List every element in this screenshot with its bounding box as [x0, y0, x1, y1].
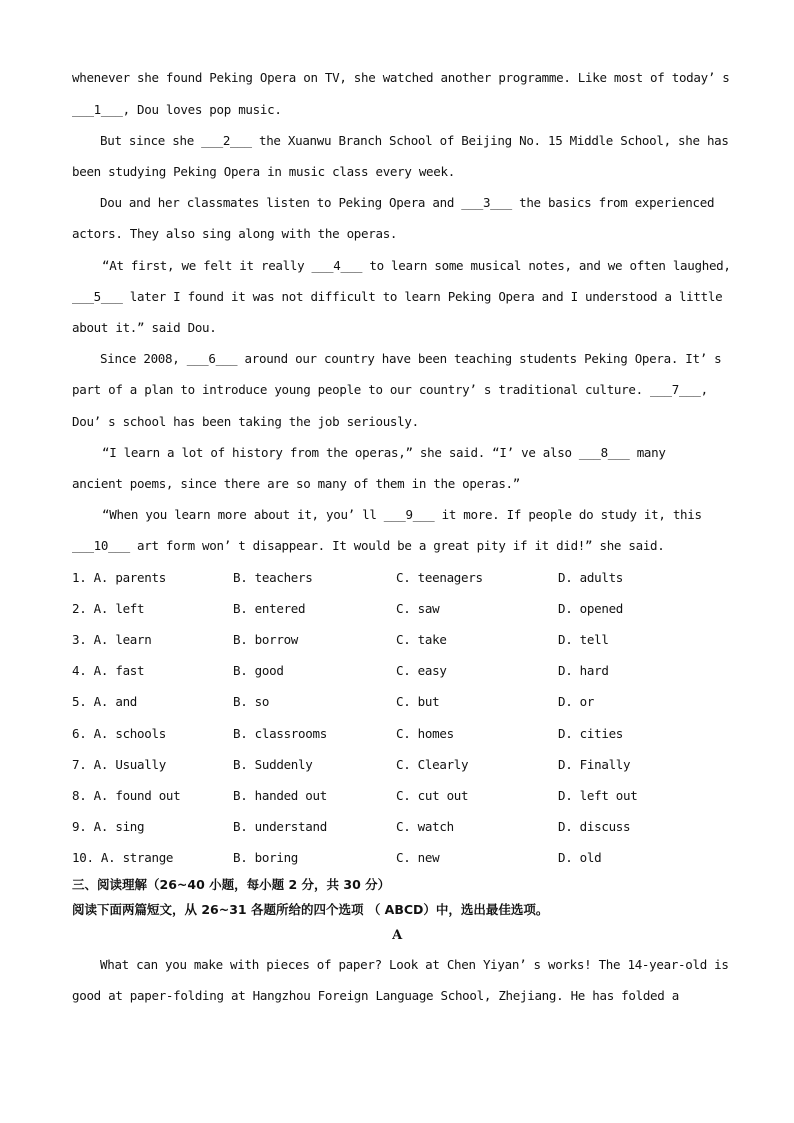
passage-line: “I learn a lot of history from the operas,” she said. “I’ ve also ___8___ many — [102, 445, 666, 460]
option-b: B. boring — [233, 850, 299, 865]
passage-line: ___10___ art form won’ t disappear. It would be a great pity if it did!” she said. — [72, 538, 665, 553]
passage-line: Dou and her classmates listen to Peking Opera and ___3___ the basics from experienced — [100, 195, 715, 210]
option-c: C. teenagers — [396, 570, 483, 585]
option-a: 4. A. fast — [72, 663, 145, 678]
option-b: B. entered — [233, 601, 306, 616]
section-instruction: 阅读下面两篇短文，从 26~31 各题所给的四个选项 （ ABCD）中，选出最佳选项。 — [72, 902, 549, 917]
passage-line: But since she ___2___ the Xuanwu Branch School of Beijing No. 15 Middle School, she has — [100, 133, 729, 148]
option-b: B. Suddenly — [233, 757, 313, 772]
option-a: 3. A. learn — [72, 632, 152, 647]
passage-line: ___1___, Dou loves pop music. — [72, 102, 282, 117]
option-b: B. so — [233, 694, 270, 709]
option-b: B. handed out — [233, 788, 327, 803]
option-d: D. tell — [558, 632, 609, 647]
option-a: 1. A. parents — [72, 570, 166, 585]
option-a: 7. A. Usually — [72, 757, 166, 772]
option-a: 6. A. schools — [72, 726, 166, 741]
option-b: B. understand — [233, 819, 327, 834]
option-c: C. but — [396, 694, 440, 709]
option-c: C. watch — [396, 819, 454, 834]
option-b: B. borrow — [233, 632, 299, 647]
passage-line: Dou’ s school has been taking the job seriously. — [72, 414, 419, 429]
option-a: 10. A. strange — [72, 850, 174, 865]
option-d: D. Finally — [558, 757, 631, 772]
option-c: C. homes — [396, 726, 454, 741]
option-d: D. old — [558, 850, 602, 865]
option-d: D. left out — [558, 788, 638, 803]
section-heading: 三、阅读理解（26~40 小题，每小题 2 分，共 30 分） — [72, 877, 391, 892]
option-c: C. new — [396, 850, 440, 865]
passage-label: A — [392, 928, 402, 943]
passage-line: actors. They also sing along with the operas. — [72, 226, 398, 241]
passage-line: whenever she found Peking Opera on TV, she watched another programme. Like most of today’ s — [72, 70, 730, 85]
passage-line: about it.” said Dou. — [72, 320, 217, 335]
option-a: 5. A. and — [72, 694, 138, 709]
option-d: D. cities — [558, 726, 624, 741]
option-a: 8. A. found out — [72, 788, 181, 803]
option-a: 9. A. sing — [72, 819, 145, 834]
passage-line: been studying Peking Opera in music class every week. — [72, 164, 455, 179]
option-c: C. cut out — [396, 788, 469, 803]
option-d: D. or — [558, 694, 595, 709]
option-b: B. good — [233, 663, 284, 678]
passage-line: ___5___ later I found it was not difficult to learn Peking Opera and I understood a little — [72, 289, 723, 304]
option-c: C. Clearly — [396, 757, 469, 772]
passage-line: ancient poems, since there are so many of them in the operas.” — [72, 476, 520, 491]
passage-line: part of a plan to introduce young people to our country’ s traditional culture. ___7___, — [72, 382, 708, 397]
reading-line: What can you make with pieces of paper? Look at Chen Yiyan’ s works! The 14-year-old is — [100, 957, 729, 972]
option-a: 2. A. left — [72, 601, 145, 616]
reading-line: good at paper-folding at Hangzhou Foreign Language School, Zhejiang. He has folded a — [72, 988, 679, 1003]
option-c: C. easy — [396, 663, 447, 678]
option-b: B. teachers — [233, 570, 313, 585]
option-c: C. take — [396, 632, 447, 647]
passage-line: “At first, we felt it really ___4___ to learn some musical notes, and we often laughed, — [102, 258, 731, 273]
option-d: D. opened — [558, 601, 624, 616]
option-b: B. classrooms — [233, 726, 327, 741]
passage-line: “When you learn more about it, you’ ll ___9___ it more. If people do study it, this — [102, 507, 702, 522]
option-d: D. discuss — [558, 819, 631, 834]
option-d: D. adults — [558, 570, 624, 585]
passage-line: Since 2008, ___6___ around our country have been teaching students Peking Opera. It’ s — [100, 351, 722, 366]
option-d: D. hard — [558, 663, 609, 678]
option-c: C. saw — [396, 601, 440, 616]
